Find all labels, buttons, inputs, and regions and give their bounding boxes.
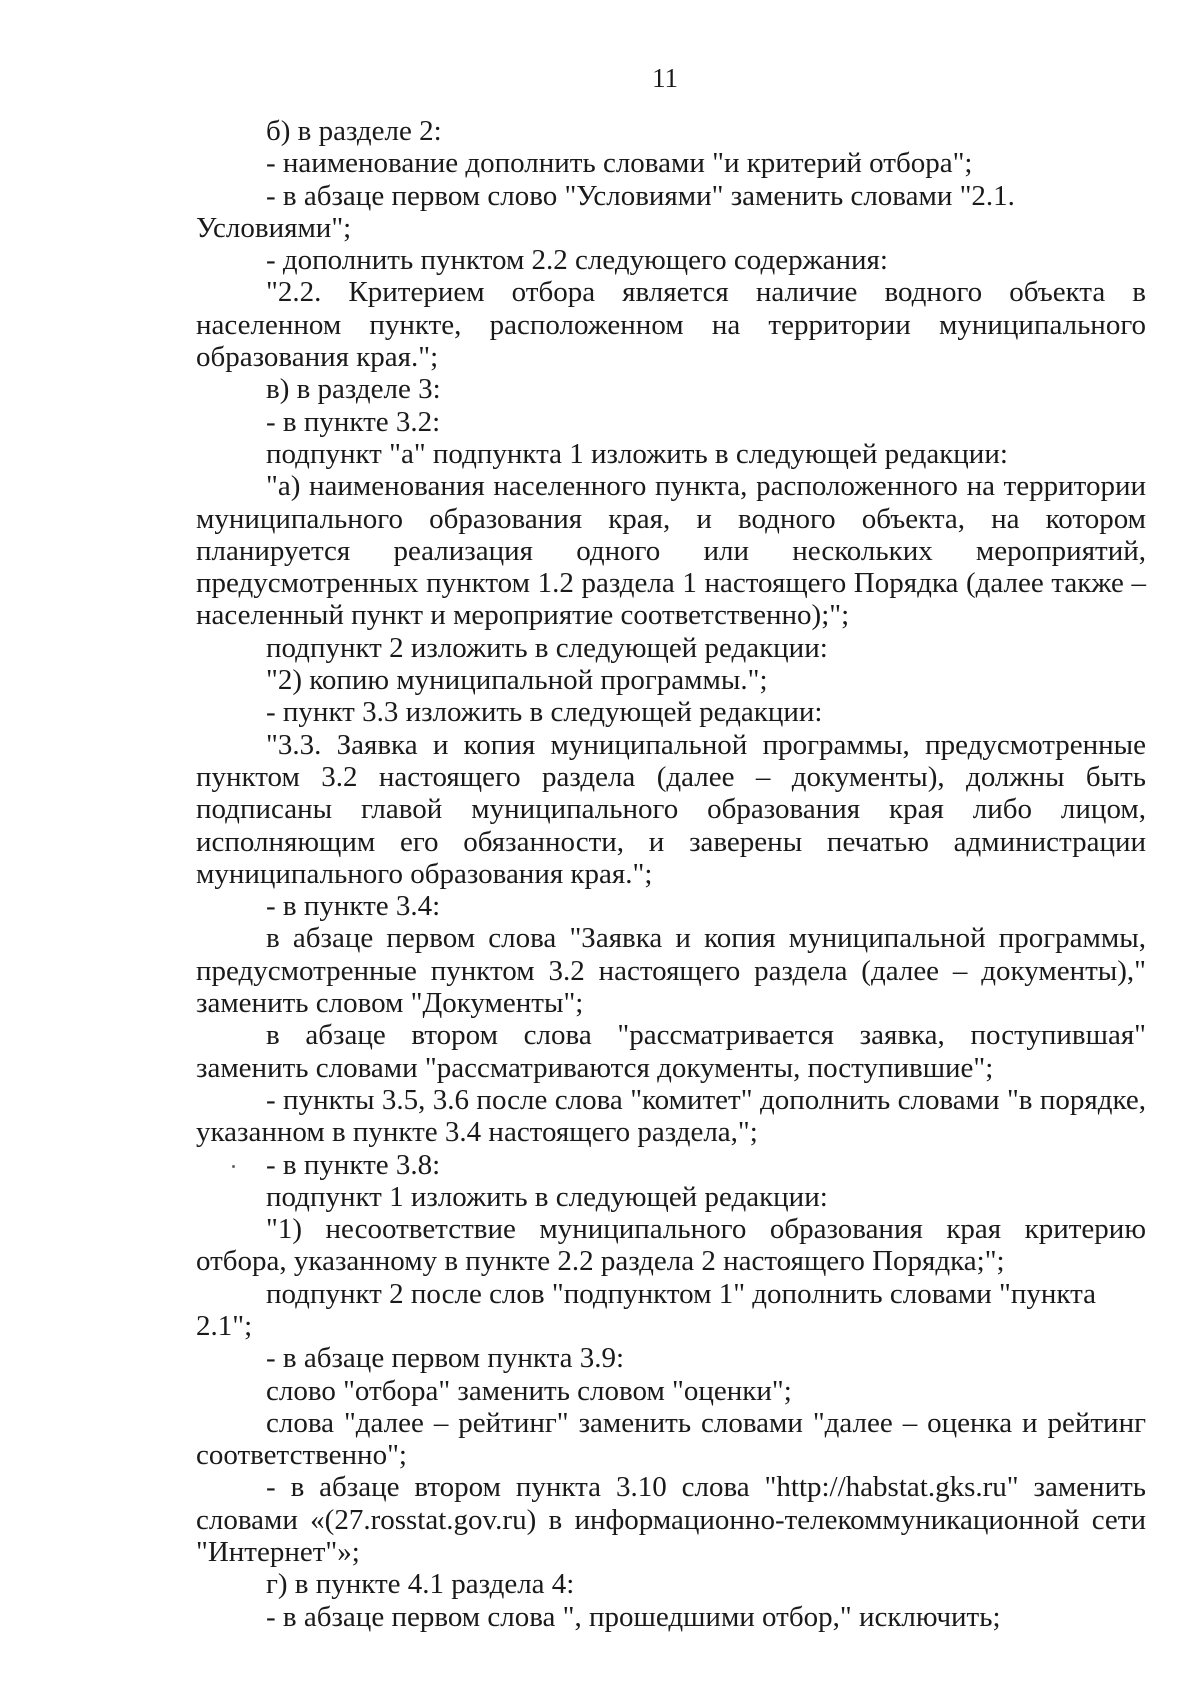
paragraph: "3.3. Заявка и копия муниципальной программы, предусмотренные пунктом 3.2 настоящего раздела (далее – документы), должны быть подписаны главой муниципального образования края либо лицом, исполняющим его обязанности, и заверены печатью администрации муниципального образования края."; [196, 728, 1146, 890]
scan-speck [232, 1165, 235, 1168]
paragraph: в абзаце первом слова "Заявка и копия муниципальной программы, предусмотренные пунктом 3.2 настоящего раздела (далее – документы)," заменить словом "Документы"; [196, 922, 1146, 1020]
paragraph: слова "далее – рейтинг" заменить словами "далее – оценка и рейтинг соответственно"; [196, 1406, 1146, 1472]
paragraph: в) в разделе 3: [266, 373, 441, 406]
paragraph: - пункт 3.3 изложить в следующей редакции: [266, 696, 823, 729]
paragraph: - в абзаце первом слова ", прошедшими отбор," исключить; [266, 1600, 1001, 1633]
paragraph: - пункты 3.5, 3.6 после слова "комитет" дополнить словами "в порядке, указанном в пункте 3.4 настоящего раздела,"; [196, 1083, 1146, 1149]
paragraph: - в пункте 3.8: [266, 1148, 441, 1181]
paragraph: "2) копию муниципальной программы."; [266, 664, 768, 697]
paragraph: - в абзаце втором пункта 3.10 слова "http://habstat.gks.ru" заменить словами «(27.rosstat.gov.ru) в информационно-телекоммуникационной сети "Интернет"»; [196, 1471, 1146, 1569]
page-number: 11 [652, 63, 678, 93]
paragraph: подпункт "а" подпункта 1 изложить в следующей редакции: [266, 437, 1008, 470]
paragraph: - в абзаце первом слово "Условиями" заменить словами "2.1. Условиями"; [196, 179, 1015, 244]
paragraph: б) в разделе 2: [266, 115, 442, 147]
paragraph: в абзаце втором слова "рассматривается заявка, поступившая" заменить словами "рассматриваются документы, поступившие"; [196, 1019, 1146, 1084]
paragraph: подпункт 2 после слов "подпунктом 1" дополнить словами "пункта 2.1"; [196, 1277, 1096, 1342]
paragraph: подпункт 2 изложить в следующей редакции: [266, 631, 828, 664]
paragraph: подпункт 1 изложить в следующей редакции: [266, 1180, 828, 1213]
paragraph: - наименование дополнить словами "и критерий отбора"; [266, 147, 973, 180]
paragraph: "а) наименования населенного пункта, расположенного на территории муниципального образования края, и водного объекта, на котором планируется реализация одного или нескольких мероприятий, предусмотренных пунктом 1.2 раздела 1 настоящего Порядка (далее также – населенный пункт и мероприятие соответственно);"; [196, 470, 1146, 632]
paragraph: - в пункте 3.4: [266, 890, 441, 923]
paragraph: - в пункте 3.2: [266, 405, 441, 438]
document-body [196, 115, 1146, 1633]
paragraph: - в абзаце первом пункта 3.9: [266, 1342, 625, 1375]
paragraph: - дополнить пунктом 2.2 следующего содержания: [266, 244, 888, 277]
paragraph: г) в пункте 4.1 раздела 4: [266, 1568, 575, 1601]
paragraph: "2.2. Критерием отбора является наличие водного объекта в населенном пункте, расположенном на территории муниципального образования края."; [196, 276, 1146, 374]
paragraph: слово "отбора" заменить словом "оценки"; [266, 1374, 792, 1407]
paragraph: "1) несоответствие муниципального образования края критерию отбора, указанному в пункте 2.2 раздела 2 настоящего Порядка;"; [196, 1213, 1146, 1278]
